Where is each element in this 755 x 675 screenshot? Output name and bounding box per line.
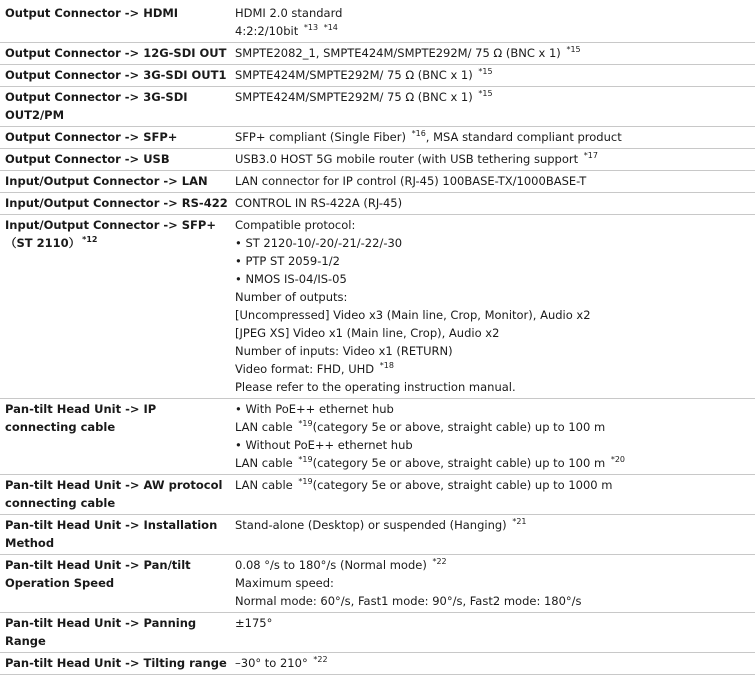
spec-key xyxy=(0,43,233,65)
footnote-ref: *16 xyxy=(411,129,426,138)
spec-value-line xyxy=(235,360,755,378)
spec-row xyxy=(0,613,755,653)
spec-value-line xyxy=(235,516,755,534)
spec-value-line xyxy=(235,400,755,418)
spec-row xyxy=(0,399,755,475)
spec-value-text: Normal mode: 60°/s, Fast1 mode: 90°/s, Fast2 mode: 180°/s xyxy=(235,594,582,608)
spec-value xyxy=(233,653,755,675)
footnote-ref: *13 xyxy=(303,23,319,32)
footnote-ref: *14 xyxy=(323,23,338,32)
spec-value-text: • Without PoE++ ethernet hub xyxy=(235,438,413,452)
spec-value xyxy=(233,193,755,215)
spec-key xyxy=(0,653,233,675)
spec-row xyxy=(0,149,755,171)
spec-value-text: [Uncompressed] Video x3 (Main line, Crop, Monitor), Audio x2 xyxy=(235,308,591,322)
spec-row xyxy=(0,215,755,399)
spec-value-text: [JPEG XS] Video x1 (Main line, Crop), Audio x2 xyxy=(235,326,500,340)
spec-key xyxy=(0,399,233,475)
spec-value-line xyxy=(235,306,755,324)
spec-table-body xyxy=(0,3,755,675)
spec-value-text: LAN cable xyxy=(235,420,297,434)
spec-value xyxy=(233,215,755,399)
spec-value-text: ±175° xyxy=(235,616,273,630)
footnote-ref: *17 xyxy=(583,151,598,160)
spec-key xyxy=(0,193,233,215)
footnote-ref: *15 xyxy=(478,67,493,76)
spec-value-text: , MSA standard compliant product xyxy=(425,130,622,144)
spec-value-text: (category 5e or above, straight cable) up to 100 m xyxy=(312,420,606,434)
spec-value-text: (category 5e or above, straight cable) up to 100 m xyxy=(312,456,609,470)
spec-value-line xyxy=(235,614,755,632)
spec-value-text xyxy=(318,24,322,38)
spec-value-line xyxy=(235,22,755,40)
spec-value-text: • PTP ST 2059-1/2 xyxy=(235,254,340,268)
footnote-ref: *22 xyxy=(313,655,328,664)
spec-value-text: • With PoE++ ethernet hub xyxy=(235,402,394,416)
spec-value-text: LAN cable xyxy=(235,478,297,492)
spec-value-line xyxy=(235,44,755,62)
spec-value-line xyxy=(235,436,755,454)
spec-value-text: Compatible protocol: xyxy=(235,218,356,232)
spec-key-text: Input/Output Connector -> LAN xyxy=(5,174,208,188)
spec-value-text: LAN connector for IP control (RJ-45) 100BASE-TX/1000BASE-T xyxy=(235,174,587,188)
spec-value-line xyxy=(235,66,755,84)
spec-row xyxy=(0,171,755,193)
spec-value-line xyxy=(235,150,755,168)
spec-value xyxy=(233,87,755,127)
spec-key xyxy=(0,515,233,555)
footnote-ref: *20 xyxy=(610,455,626,464)
spec-key-text: Pan-tilt Head Unit -> Pan/tilt Operation Speed xyxy=(5,558,191,590)
spec-row xyxy=(0,515,755,555)
spec-value-text: Video format: FHD, UHD xyxy=(235,362,378,376)
spec-value-text: USB3.0 HOST 5G mobile router (with USB tethering support xyxy=(235,152,582,166)
footnote-ref: *19 xyxy=(298,477,313,486)
spec-value-line xyxy=(235,418,755,436)
spec-value-line xyxy=(235,194,755,212)
spec-value-text: CONTROL IN RS-422A (RJ-45) xyxy=(235,196,403,210)
spec-value-line xyxy=(235,592,755,610)
spec-row xyxy=(0,653,755,675)
spec-value-line xyxy=(235,556,755,574)
spec-key-text: Output Connector -> 3G-SDI OUT1 xyxy=(5,68,227,82)
spec-table xyxy=(0,3,755,675)
spec-value-text: LAN cable xyxy=(235,456,297,470)
spec-value-text: Maximum speed: xyxy=(235,576,334,590)
spec-value-line xyxy=(235,172,755,190)
spec-key xyxy=(0,555,233,613)
spec-key-text: Output Connector -> HDMI xyxy=(5,6,179,20)
spec-key-text: Input/Output Connector -> SFP+（ST 2110） xyxy=(5,218,216,250)
spec-key xyxy=(0,3,233,43)
spec-value-line xyxy=(235,574,755,592)
spec-value xyxy=(233,43,755,65)
spec-value-text: • NMOS IS-04/IS-05 xyxy=(235,272,347,286)
spec-value-line xyxy=(235,216,755,234)
spec-key xyxy=(0,171,233,193)
spec-row xyxy=(0,193,755,215)
spec-value-text: Number of inputs: Video x1 (RETURN) xyxy=(235,344,453,358)
spec-value-text: Number of outputs: xyxy=(235,290,348,304)
spec-key xyxy=(0,149,233,171)
footnote-ref: *21 xyxy=(512,517,527,526)
spec-row xyxy=(0,3,755,43)
spec-value-line xyxy=(235,128,755,146)
spec-key xyxy=(0,613,233,653)
spec-value xyxy=(233,515,755,555)
spec-value-text: (category 5e or above, straight cable) up to 1000 m xyxy=(312,478,613,492)
spec-value-text: SMPTE424M/SMPTE292M/ 75 Ω (BNC x 1) xyxy=(235,68,477,82)
footnote-ref: *18 xyxy=(379,361,394,370)
spec-value-text: • ST 2120-10/-20/-21/-22/-30 xyxy=(235,236,403,250)
footnote-ref: *22 xyxy=(432,557,447,566)
spec-key-text: Pan-tilt Head Unit -> Installation Method xyxy=(5,518,218,550)
spec-value-line xyxy=(235,288,755,306)
spec-value-text: 0.08 °/s to 180°/s (Normal mode) xyxy=(235,558,431,572)
spec-value xyxy=(233,475,755,515)
spec-value-text: Please refer to the operating instruction manual. xyxy=(235,380,516,394)
spec-row xyxy=(0,555,755,613)
footnote-ref: *19 xyxy=(298,419,313,428)
spec-key-text: Pan-tilt Head Unit -> Panning Range xyxy=(5,616,197,648)
spec-value-text: SMPTE2082_1, SMPTE424M/SMPTE292M/ 75 Ω (BNC x 1) xyxy=(235,46,565,60)
spec-row xyxy=(0,475,755,515)
spec-value-line xyxy=(235,654,755,672)
spec-value xyxy=(233,149,755,171)
spec-value-line xyxy=(235,252,755,270)
spec-value xyxy=(233,399,755,475)
spec-key-text: Pan-tilt Head Unit -> Tilting range xyxy=(5,656,227,670)
spec-value-line xyxy=(235,342,755,360)
footnote-ref: *12 xyxy=(82,235,98,244)
spec-value-line xyxy=(235,88,755,106)
spec-value-line xyxy=(235,476,755,494)
spec-value-line xyxy=(235,270,755,288)
spec-value-line xyxy=(235,234,755,252)
spec-row xyxy=(0,87,755,127)
spec-value xyxy=(233,171,755,193)
spec-value xyxy=(233,127,755,149)
spec-value-text: –30° to 210° xyxy=(235,656,312,670)
spec-value-text: Stand-alone (Desktop) or suspended (Hanging) xyxy=(235,518,511,532)
spec-key xyxy=(0,215,233,399)
spec-key xyxy=(0,475,233,515)
spec-value-text: SMPTE424M/SMPTE292M/ 75 Ω (BNC x 1) xyxy=(235,90,477,104)
spec-value-text: HDMI 2.0 standard xyxy=(235,6,343,20)
footnote-ref: *15 xyxy=(566,45,581,54)
footnote-ref: *19 xyxy=(298,455,313,464)
spec-row xyxy=(0,127,755,149)
spec-value-line xyxy=(235,378,755,396)
spec-value xyxy=(233,613,755,653)
spec-key xyxy=(0,87,233,127)
spec-key-text: Output Connector -> USB xyxy=(5,152,170,166)
spec-key-text: Pan-tilt Head Unit -> AW protocol connecting cable xyxy=(5,478,223,510)
spec-key-text: Output Connector -> SFP+ xyxy=(5,130,178,144)
spec-key xyxy=(0,127,233,149)
spec-value-line xyxy=(235,454,755,472)
spec-value xyxy=(233,3,755,43)
spec-value-line xyxy=(235,4,755,22)
spec-value-line xyxy=(235,324,755,342)
spec-key-text: Output Connector -> 3G-SDI OUT2/PM xyxy=(5,90,188,122)
spec-key-text: Output Connector -> 12G-SDI OUT xyxy=(5,46,227,60)
spec-key-text: Pan-tilt Head Unit -> IP connecting cable xyxy=(5,402,157,434)
spec-value xyxy=(233,555,755,613)
spec-value-text: SFP+ compliant (Single Fiber) xyxy=(235,130,410,144)
spec-row xyxy=(0,65,755,87)
spec-row xyxy=(0,43,755,65)
spec-key-text: Input/Output Connector -> RS-422 xyxy=(5,196,228,210)
footnote-ref: *15 xyxy=(478,89,493,98)
spec-value-text: 4:2:2/10bit xyxy=(235,24,302,38)
spec-value xyxy=(233,65,755,87)
spec-key xyxy=(0,65,233,87)
